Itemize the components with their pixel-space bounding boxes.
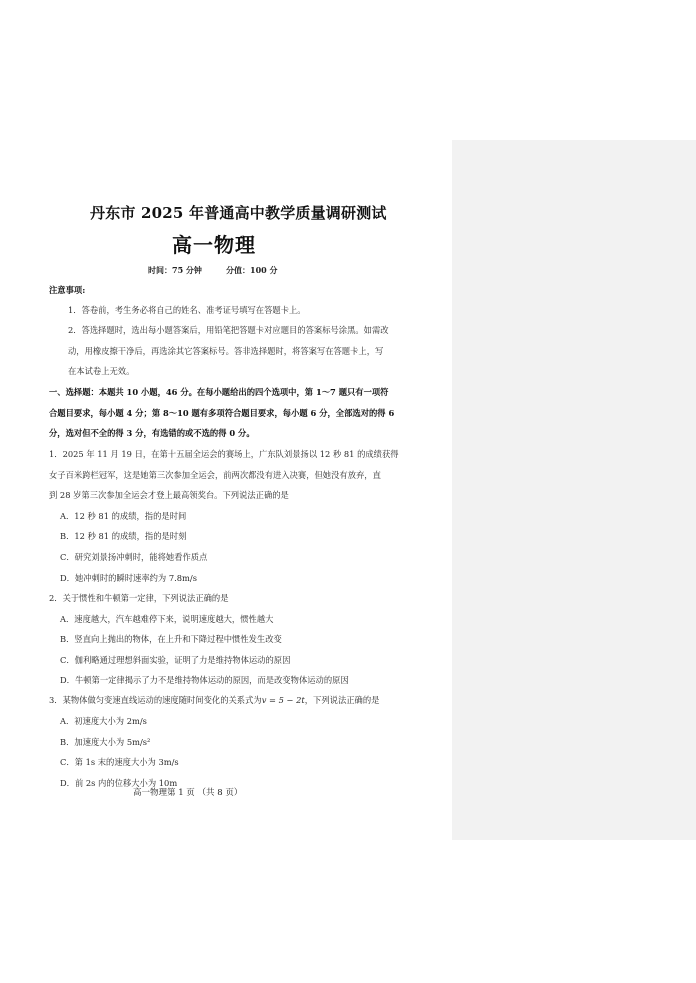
question-3-formula: v = 5 − 2t [261,695,305,705]
question-3-stem-suffix: ，下列说法正确的是 [304,695,380,705]
section-1-instructions-line-2: 合题目要求，每小题 4 分；第 8～10 题有多项符合题目要求，每小题 6 分，全部选对的得 6 [49,408,395,418]
question-3-option-c: C．第 1s 末的速度大小为 3m/s [60,757,179,767]
question-3-option-a: A．初速度大小为 2m/s [60,716,147,726]
score-info: 分值：100 分 [226,265,278,275]
notice-heading: 注意事项: [49,285,86,295]
notice-item-2-line-1: 2．答选择题时，选出每小题答案后，用铅笔把答题卡对应题目的答案标号涂黑。如需改 [68,325,389,335]
question-1-stem-line-1: 1．2025 年 11 月 19 日，在第十五届全运会的赛场上，广东队刘景扬以 12 秒 81 的成绩获得 [49,449,399,459]
notice-item-2-line-2: 动，用橡皮擦干净后，再选涂其它答案标号。答非选择题时，将答案写在答题卡上，写 [68,346,384,356]
question-2-option-a: A．速度越大，汽车越难停下来，说明速度越大，惯性越大 [60,614,274,624]
exam-title: 丹东市 2025 年普通高中教学质量调研测试 [90,204,387,222]
question-3-stem-prefix: 3．某物体做匀变速直线运动的速度随时间变化的关系式为 [49,695,262,705]
question-2-option-c: C．伽利略通过理想斜面实验，证明了力是维持物体运动的原因 [60,655,291,665]
comment-pane [452,140,696,840]
question-2-stem: 2．关于惯性和牛顿第一定律，下列说法正确的是 [49,593,229,603]
subject-title: 高一物理 [172,233,256,257]
question-2-option-d: D．牛顿第一定律揭示了力不是维持物体运动的原因，而是改变物体运动的原因 [60,675,349,685]
question-3-option-d: D．前 2s 内的位移大小为 10m [60,778,178,788]
section-1-instructions-line-1: 一、选择题：本题共 10 小题，46 分。在每小题给出的四个选项中，第 1～7 题只有一项符 [49,387,389,397]
page-footer: 高一物理第 1 页 （共 8 页） [133,788,243,798]
question-1-option-c: C．研究刘景扬冲刺时，能将她看作质点 [60,552,208,562]
section-1-instructions-line-3: 分，选对但不全的得 3 分，有选错的或不选的得 0 分。 [49,428,255,438]
notice-item-2-line-3: 在本试卷上无效。 [68,366,135,376]
question-3-option-b: B．加速度大小为 5m/s² [60,737,151,747]
question-1-option-b: B．12 秒 81 的成绩，指的是时刻 [60,531,187,541]
question-3-stem [49,690,379,711]
question-1-stem-line-2: 女子百米跨栏冠军，这是她第三次参加全运会，前两次都没有进入决赛，但她没有放弃，直 [49,470,381,480]
question-2-option-b: B．竖直向上抛出的物体，在上升和下降过程中惯性发生改变 [60,634,282,644]
question-1-option-d: D．她冲刺时的瞬时速率约为 7.8m/s [60,573,197,583]
question-1-option-a: A．12 秒 81 的成绩，指的是时间 [60,511,187,521]
time-info: 时间：75 分钟 [148,265,202,275]
question-1-stem-line-3: 到 28 岁第三次参加全运会才登上最高领奖台。下列说法正确的是 [49,490,289,500]
notice-item-1: 1．答卷前，考生务必将自己的姓名、准考证号填写在答题卡上。 [68,305,306,315]
